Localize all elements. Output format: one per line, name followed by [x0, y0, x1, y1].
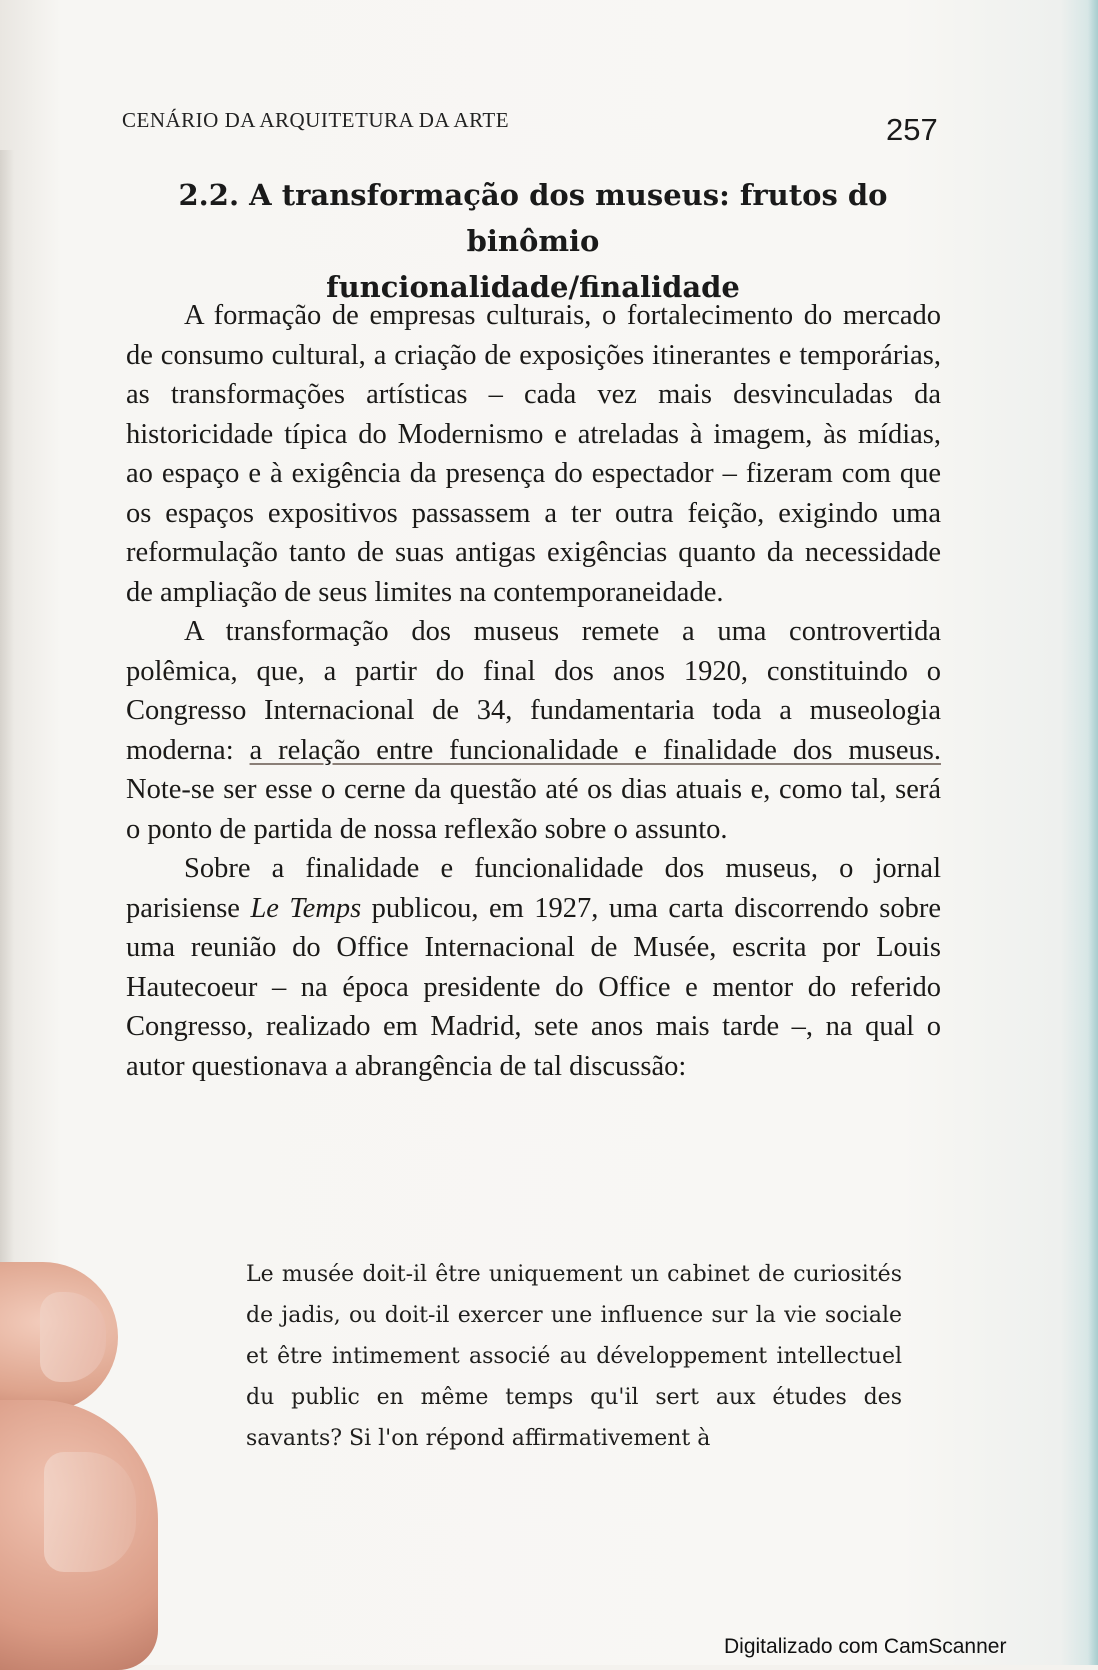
section-title-line-1: 2.2. A transformação dos museus: frutos do binômio — [178, 178, 888, 258]
paragraph-2-text-b: Note-se ser esse o cerne da questão até os dias atuais e, como tal, será o ponto de partida de nossa reflexão sobre o assunto. — [126, 774, 941, 845]
body-text — [126, 296, 941, 1086]
paragraph-3-text-a: Sobre a finalidade e funcionalidade dos museus, o jornal parisiense — [126, 853, 941, 924]
paragraph-1: A formação de empresas culturais, o fortalecimento do mercado de consumo cultural, a criação de exposições itinerantes e temporárias, as transformações artísticas – cada vez mais desvinculadas da historicidade típica do Modernismo e atreladas à imagem, às mídias, ao espaço e à exigência da presença do espectador – fizeram com que os espaços expositivos passassem a ter outra feição, exigindo uma reformulação tanto de suas antigas exigências quanto da necessidade de ampliação de seus limites na contemporaneidade. — [126, 300, 941, 608]
section-title-line-2: funcionalidade/finalidade — [326, 270, 740, 304]
fingernail-bottom — [44, 1452, 136, 1572]
paragraph-2 — [126, 612, 941, 849]
block-quote: Le musée doit-il être uniquement un cabinet de curiosités de jadis, ou doit-il exercer une influence sur la vie sociale et être intimement associé au développement intellectuel du public en même temps qu'il sert aux études des savants? Si l'on répond affirmativement à — [246, 1262, 902, 1451]
newspaper-title: Le Temps — [250, 892, 362, 924]
running-head: CENÁRIO DA ARQUITETURA DA ARTE — [122, 108, 510, 132]
paragraph-2-text-a: A transformação dos museus remete a uma controvertida polêmica, que, a partir do final dos anos 1920, constituindo o Congresso Internacional de 34, fundamentaria toda a museologia moderna: — [126, 616, 941, 766]
page-edge — [1088, 0, 1098, 1665]
paragraph-3 — [126, 849, 941, 1086]
underlined-passage: a relação entre funcionalidade e finalidade dos museus. — [249, 734, 941, 766]
section-title — [138, 172, 928, 310]
page-gutter-shadow — [0, 150, 14, 1450]
page-number: 257 — [886, 112, 938, 147]
paragraph-3-text-b: publicou, em 1927, uma carta discorrendo sobre uma reunião do Office Internacional de Musée, escrita por Louis Hautecoeur – na época presidente do Office e mentor do referido Congresso, realizado em Madrid, sete anos mais tarde –, na qual o autor questionava a abrangência de tal discussão: — [126, 892, 941, 1082]
scanner-watermark: Digitalizado com CamScanner — [724, 1635, 1007, 1658]
